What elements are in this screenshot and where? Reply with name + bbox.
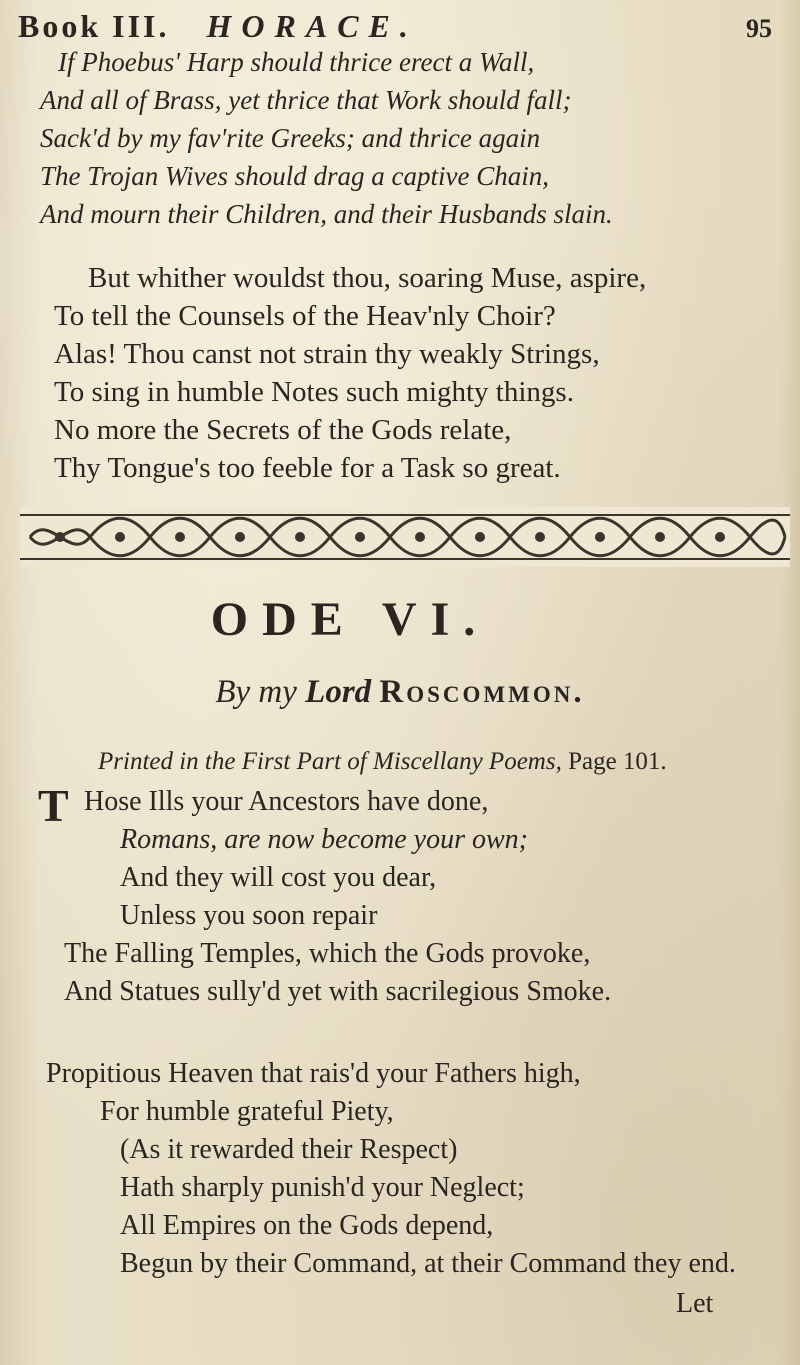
verse-line: And mourn their Children, and their Husbands slain. bbox=[40, 199, 613, 229]
byline-by: By my bbox=[215, 674, 297, 710]
verse-line: No more the Secrets of the Gods relate, bbox=[54, 414, 512, 446]
verse-line: The Trojan Wives should drag a captive Chain, bbox=[40, 161, 549, 191]
verse-line: To tell the Counsels of the Heav'nly Choir? bbox=[54, 300, 556, 332]
drop-cap: T bbox=[38, 780, 69, 831]
byline bbox=[0, 674, 800, 711]
verse-line: Sack'd by my fav'rite Greeks; and thrice again bbox=[40, 123, 541, 153]
running-head bbox=[18, 8, 418, 45]
verse-line: For humble grateful Piety, bbox=[100, 1096, 394, 1127]
verse-line: Alas! Thou canst not strain thy weakly Strings, bbox=[54, 338, 600, 370]
verse-line: Hath sharply punish'd your Neglect; bbox=[120, 1172, 525, 1203]
printed-note-page: Page 101. bbox=[561, 748, 667, 775]
verse-line: And they will cost you dear, bbox=[120, 862, 437, 893]
verse-line: And Statues sully'd yet with sacrilegious Smoke. bbox=[64, 976, 612, 1007]
verse-line: Hose Ills your Ancestors have done, bbox=[84, 786, 489, 817]
verse-line: Thy Tongue's too feeble for a Task so great. bbox=[54, 452, 561, 484]
book-label: Book III. bbox=[18, 8, 170, 44]
verse-line: To sing in humble Notes such mighty things. bbox=[54, 376, 574, 408]
verse-line: And all of Brass, yet thrice that Work should fall; bbox=[40, 85, 572, 115]
catchword: Let bbox=[676, 1288, 714, 1319]
verse-line: (As it rewarded their Respect) bbox=[120, 1134, 458, 1165]
printed-note bbox=[98, 748, 667, 776]
verse-line: Begun by their Command, at their Command they end. bbox=[120, 1248, 736, 1279]
running-header bbox=[18, 8, 786, 48]
verse-line: The Falling Temples, which the Gods provoke, bbox=[64, 938, 591, 969]
byline-lord: Lord bbox=[305, 674, 372, 710]
running-title: HORACE. bbox=[206, 8, 418, 44]
verse-line: Unless you soon repair bbox=[120, 900, 378, 931]
byline-name: Roscommon. bbox=[379, 674, 585, 710]
ode-title: ODE VI. bbox=[210, 593, 490, 646]
verse-line: Propitious Heaven that rais'd your Fathers high, bbox=[46, 1058, 581, 1089]
page-number: 95 bbox=[746, 14, 772, 43]
verse-line: If Phoebus' Harp should thrice erect a Wall, bbox=[58, 47, 535, 77]
printed-note-source: Printed in the First Part of Miscellany Poems, bbox=[98, 748, 562, 775]
verse-line: Romans, are now become your own; bbox=[120, 824, 529, 855]
verse-line: But whither wouldst thou, soaring Muse, aspire, bbox=[88, 262, 647, 294]
ornament-band bbox=[20, 507, 790, 567]
verse-line: All Empires on the Gods depend, bbox=[120, 1210, 494, 1241]
